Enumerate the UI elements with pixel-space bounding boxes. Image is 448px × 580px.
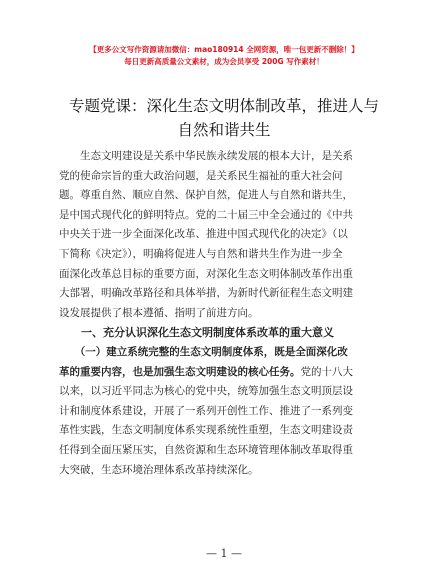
body-line: 中央关于进一步全面深化改革、推进中国式现代化的决定》（以 — [59, 228, 348, 241]
promo-banner — [0, 44, 448, 68]
body-line — [59, 363, 390, 383]
body-line: 设发展提供了根本遵循、指明了前进方向。 — [59, 306, 259, 319]
body-line: 下简称《决定》），明确将促进人与自然和谐共生作为进一步全 — [59, 247, 343, 260]
page-number: — 1 — — [206, 547, 242, 560]
title-line-2: 自然和谐共生 — [177, 121, 271, 139]
promo-line-1: 【更多公文写作资源请加微信：mao180914 全网资源，唯一包更新不删除！】 — [89, 45, 359, 54]
body-line: 大突破，生态环境治理体系改革持续深化。 — [59, 463, 259, 476]
subsection-lead-end: 革的重要内容，也是加强生态文明建设的核心任务。 — [59, 365, 301, 378]
body-text: 党的十八大 — [300, 365, 353, 378]
body-line: 以来，以习近平同志为核心的党中央，统筹加强生态文明顶层设 — [59, 385, 353, 398]
intro-paragraph — [59, 147, 390, 323]
promo-line-2: 每日更新高质量公文素材，成为会员享受 200G 写作素材！ — [124, 57, 324, 66]
body-line: 任得到全面压紧压实，自然资源和生态环境管理体制改革取得重 — [59, 443, 353, 456]
body-line: 革性实践，生态文明制度体系实现系统性重塑，生态文明建设责 — [59, 424, 353, 437]
section-heading: 一、充分认识深化生态文明制度体系改革的重大意义 — [59, 326, 334, 340]
body-line: 面深化改革总目标的重要方面，对深化生态文明体制改革作出重 — [59, 267, 353, 280]
body-line: 题。尊重自然、顺应自然、保护自然，促进人与自然和谐共生， — [59, 189, 353, 202]
document-title — [40, 94, 408, 142]
body-line: 生态文明建设是关系中华民族永续发展的根本大计，是关系 — [59, 150, 353, 162]
body-line: 大部署，明确改革路径和具体举措，为新时代新征程生态文明建 — [59, 287, 353, 300]
title-line-1: 专题党课：深化生态文明体制改革，推进人与 — [68, 97, 379, 115]
body-line: 计和制度体系建设，开展了一系列开创性工作、推进了一系列变 — [59, 404, 353, 417]
subsection-paragraph — [59, 343, 390, 480]
body-line: 是中国式现代化的鲜明特点。党的二十届三中全会通过的《中共 — [59, 208, 353, 221]
body-line: 党的使命宗旨的重大政治问题，是关系民生福祉的重大社会问 — [59, 169, 343, 182]
document-body — [59, 147, 390, 480]
subsection-lead: （一）建立系统完整的生态文明制度体系，既是全面深化改 — [59, 345, 348, 358]
